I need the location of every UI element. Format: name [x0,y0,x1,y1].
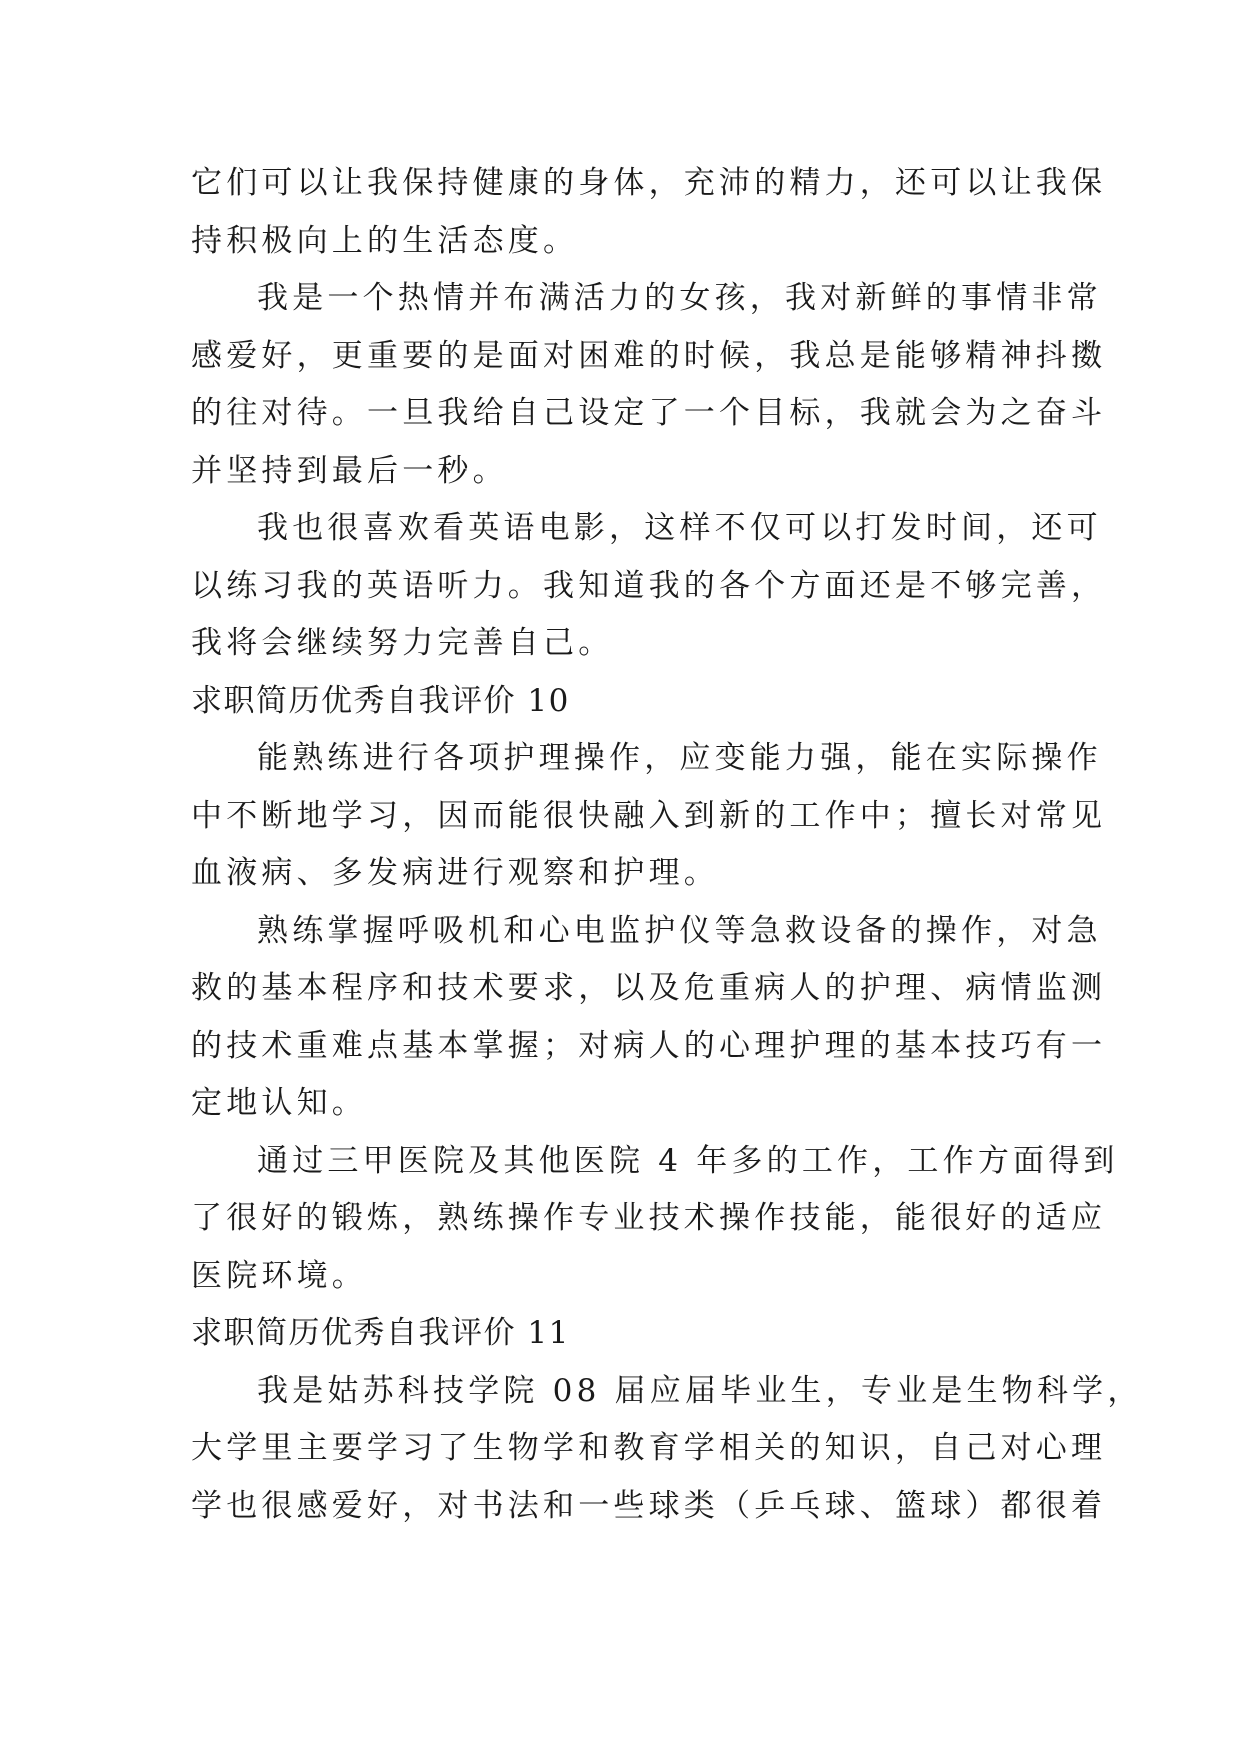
document-body [191,155,1143,1535]
paragraph-first-line: 我是一个热情并布满活力的女孩，我对新鲜的事情非常 [257,280,1102,316]
section-heading: 求职简历优秀自我评价 11 [191,1315,570,1351]
text-line: 它们可以让我保持健康的身体，充沛的精力，还可以让我保 [191,165,1107,201]
paragraph-first-line: 我也很喜欢看英语电影，这样不仅可以打发时间，还可 [257,510,1102,546]
paragraph-first-line: 通过三甲医院及其他医院 4 年多的工作，工作方面得到 [257,1142,1119,1179]
text-line: 救的基本程序和技术要求，以及危重病人的护理、病情监测 [191,970,1107,1006]
text-line: 了很好的锻炼，熟练操作专业技术操作技能，能很好的适应 [191,1200,1107,1236]
text-line: 的技术重难点基本掌握；对病人的心理护理的基本技巧有一 [191,1027,1107,1064]
text-line: 大学里主要学习了生物学和教育学相关的知识，自己对心理 [191,1430,1107,1466]
text-line: 定地认知。 [191,1085,367,1121]
section-heading: 求职简历优秀自我评价 10 [191,682,570,719]
text-line: 医院环境。 [191,1257,367,1294]
paragraph-first-line: 我是姑苏科技学院 08 届应届毕业生，专业是生物科学， [257,1372,1143,1409]
text-line: 的往对待。一旦我给自己设定了一个目标，我就会为之奋斗 [191,395,1107,431]
text-line: 血液病、多发病进行观察和护理。 [191,855,719,891]
text-line: 学也很感爱好，对书法和一些球类（乒乓球、篮球）都很着 [191,1487,1107,1524]
paragraph-first-line: 熟练掌握呼吸机和心电监护仪等急救设备的操作，对急 [257,912,1102,949]
paragraph-first-line: 能熟练进行各项护理操作，应变能力强，能在实际操作 [257,740,1102,776]
text-line: 持积极向上的生活态度。 [191,222,579,259]
text-line: 并坚持到最后一秒。 [191,452,508,489]
text-line: 我将会继续努力完善自己。 [191,625,614,661]
text-line: 中不断地学习，因而能很快融入到新的工作中；擅长对常见 [191,797,1107,834]
text-line: 感爱好，更重要的是面对困难的时候，我总是能够精神抖擞 [191,337,1107,374]
text-line: 以练习我的英语听力。我知道我的各个方面还是不够完善， [191,567,1107,604]
